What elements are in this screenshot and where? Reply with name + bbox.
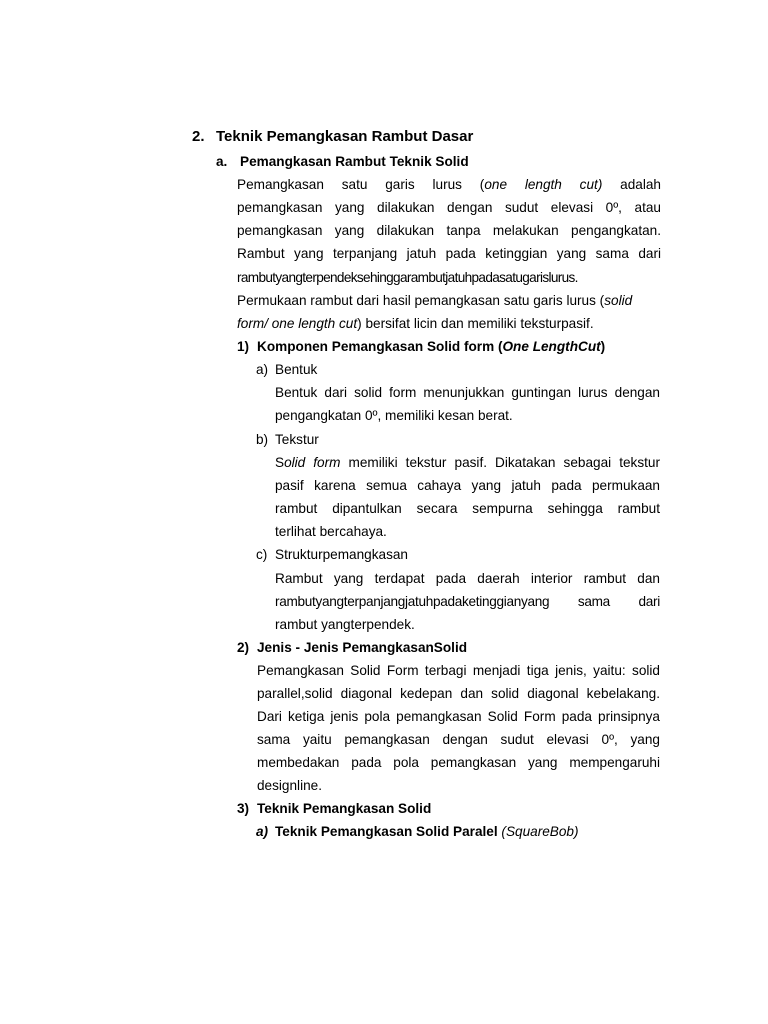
subsection-marker: a. bbox=[216, 154, 228, 169]
paragraph-line: Rambut yang terpanjang jatuh pada ketinggian yang sama dari bbox=[237, 246, 661, 261]
paragraph-line: Pemangkasan Solid Form terbagi menjadi tiga jenis, yaitu: solid bbox=[257, 663, 660, 678]
list-heading: Jenis - Jenis PemangkasanSolid bbox=[257, 640, 468, 655]
subsection-title: Pemangkasan Rambut Teknik Solid bbox=[240, 154, 469, 169]
list-heading: Teknik Pemangkasan Solid bbox=[257, 801, 432, 816]
list-item-title: Tekstur bbox=[275, 432, 319, 447]
list-marker: b) bbox=[256, 432, 269, 447]
list-item-title: Bentuk bbox=[275, 362, 318, 377]
paragraph-line: Dari ketiga jenis pola pemangkasan Solid Form pada prinsipnya bbox=[257, 709, 660, 724]
list-heading: Komponen Pemangkasan Solid form (One LengthCut) bbox=[257, 339, 606, 354]
paragraph-line: sama yaitu pemangkasan dengan sudut elevasi 0º, yang bbox=[257, 732, 660, 747]
paragraph-line: Solid form memiliki tekstur pasif. Dikatakan sebagai tekstur bbox=[275, 455, 660, 470]
paragraph-line: pengangkatan 0º, memiliki kesan berat. bbox=[275, 408, 513, 423]
paragraph-line: rambutyangterpendeksehinggarambutjatuhpadasatugarislurus. bbox=[237, 270, 578, 285]
list-marker: a) bbox=[256, 362, 269, 377]
paragraph-line: Pemangkasan satu garis lurus (one length cut) adalah bbox=[237, 177, 661, 192]
paragraph-line: terlihat bercahaya. bbox=[275, 524, 387, 539]
paragraph-line: Permukaan rambut dari hasil pemangkasan satu garis lurus (solid bbox=[237, 293, 633, 308]
paragraph-line: Rambut yang terdapat pada daerah interior rambut dan bbox=[275, 571, 660, 586]
paragraph-line: Bentuk dari solid form menunjukkan guntingan lurus dengan bbox=[275, 385, 660, 400]
paragraph-line: parallel,solid diagonal kedepan dan solid diagonal kebelakang. bbox=[257, 686, 660, 701]
list-marker: 1) bbox=[237, 339, 250, 354]
list-marker: 3) bbox=[237, 801, 250, 816]
section-title: Teknik Pemangkasan Rambut Dasar bbox=[216, 128, 474, 145]
paragraph-line: pasif karena semua cahaya yang jatuh pada permukaan bbox=[275, 478, 660, 493]
list-item-title: Teknik Pemangkasan Solid Paralel (SquareBob) bbox=[275, 824, 579, 839]
paragraph-line: designline. bbox=[257, 778, 322, 793]
list-marker: a) bbox=[256, 824, 269, 839]
list-marker: c) bbox=[256, 547, 268, 562]
list-item-title: Strukturpemangkasan bbox=[275, 547, 408, 562]
paragraph-line: pemangkasan yang dilakukan dengan sudut elevasi 0º, atau bbox=[237, 200, 661, 215]
paragraph-line: form/ one length cut) bersifat licin dan memiliki teksturpasif. bbox=[237, 316, 594, 331]
section-number: 2. bbox=[192, 128, 205, 145]
paragraph-line: rambut dipantulkan secara sempurna sehingga rambut bbox=[275, 501, 660, 516]
paragraph-line: pemangkasan yang dilakukan tanpa melakukan pengangkatan. bbox=[237, 223, 661, 238]
paragraph-line: membedakan pada pola pemangkasan yang mempengaruhi bbox=[257, 755, 660, 770]
paragraph-line: rambutyangterpanjangjatuhpadaketinggianyang sama dari bbox=[275, 594, 660, 609]
paragraph-line: rambut yangterpendek. bbox=[275, 617, 415, 632]
list-marker: 2) bbox=[237, 640, 250, 655]
